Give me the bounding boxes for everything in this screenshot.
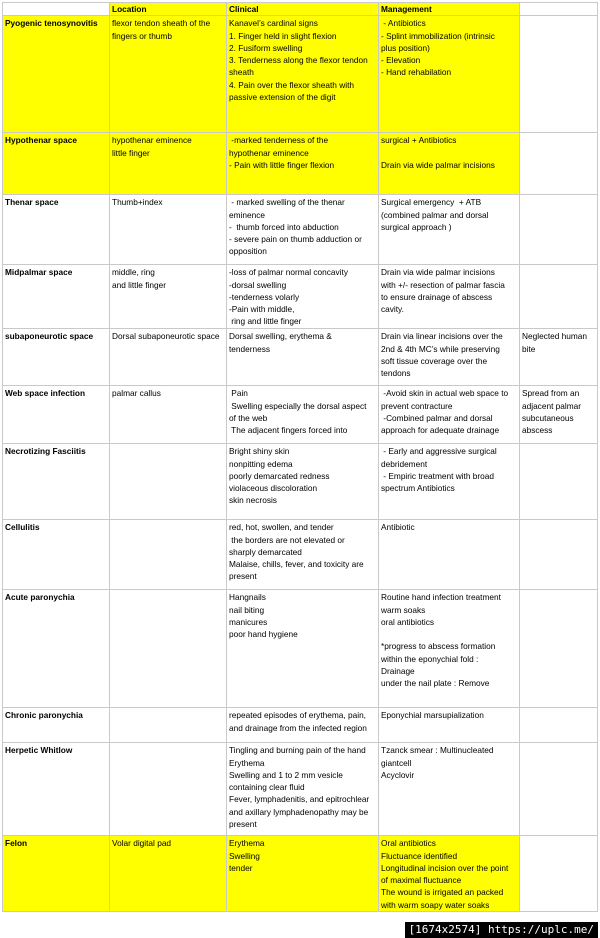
clinical-cell [227, 265, 379, 329]
cell-line: -dorsal swelling [229, 279, 287, 290]
location-cell [110, 520, 227, 590]
cell-line: 4. Pain over the flexor sheath with [229, 79, 354, 90]
cell-line: Fever, lymphadenitis, and epitrochlear [229, 794, 370, 805]
management-cell [379, 836, 520, 912]
cell-line: Hangnails [229, 592, 266, 603]
location-cell [110, 708, 227, 743]
cell-line: Kanavel’s cardinal signs [229, 18, 318, 29]
cell-line: skin necrosis [229, 495, 277, 506]
condition-name: Necrotizing Fasciitis [3, 444, 110, 520]
cell-line: Drain via wide palmar incisions [381, 159, 495, 170]
notes-cell [520, 743, 598, 836]
management-cell [379, 265, 520, 329]
cell-line: - marked swelling of the thenar [229, 197, 345, 208]
header-row [3, 3, 598, 16]
notes-cell [520, 836, 598, 912]
condition-name: Acute paronychia [3, 590, 110, 708]
management-cell [379, 329, 520, 386]
cell-line: surgical + Antibiotics [381, 135, 457, 146]
cell-line: plus position) [381, 42, 430, 53]
cell-line: - Empiric treatment with broad [381, 470, 494, 481]
cell-line: - Antibiotics [381, 18, 426, 29]
cell-line: Fluctuance identified [381, 850, 458, 861]
cell-line: spectrum Antibiotics [381, 483, 455, 494]
clinical-cell [227, 590, 379, 708]
location-cell [110, 195, 227, 265]
cell-line: tenderness [229, 343, 271, 354]
image-size-watermark: [1674x2574] https://uplc.me/ [405, 922, 598, 938]
cell-line: little finger [112, 147, 150, 158]
cell-line: containing clear fluid [229, 782, 305, 793]
hand-infections-table [2, 2, 598, 912]
cell-line: poorly demarcated redness [229, 470, 330, 481]
cell-line: 2nd & 4th MC’s while preserving [381, 343, 500, 354]
notes-cell [520, 16, 598, 133]
notes-cell [520, 329, 598, 386]
cell-line: debridement [381, 458, 428, 469]
cell-line: flexor tendon sheath of the [112, 18, 211, 29]
location-cell [110, 386, 227, 444]
cell-line: giantcell [381, 757, 412, 768]
location-cell [110, 836, 227, 912]
cell-line: with warm soapy water soaks [381, 899, 490, 910]
cell-line: Dorsal subaponeurotic space [112, 331, 220, 342]
cell-line [381, 628, 517, 640]
notes-cell [520, 386, 598, 444]
management-cell [379, 708, 520, 743]
cell-line: Drain via linear incisions over the [381, 331, 503, 342]
management-cell [379, 590, 520, 708]
cell-line: - Splint immobilization (intrinsic [381, 30, 495, 41]
cell-line: present [229, 571, 257, 582]
cell-line: and axillary lymphadenopathy may be [229, 806, 369, 817]
cell-line: Acyclovir [381, 769, 415, 780]
cell-line: Swelling especially the dorsal aspect [229, 400, 367, 411]
cell-line: within the eponychial fold : [381, 653, 479, 664]
cell-line: and drainage from the infected region [229, 722, 367, 733]
management-cell [379, 743, 520, 836]
table-row [3, 520, 598, 590]
cell-line: -loss of palmar normal concavity [229, 267, 348, 278]
cell-line: -Pain with middle, [229, 304, 295, 315]
notes-cell [520, 133, 598, 195]
cell-line: Oral antibiotics [381, 838, 436, 849]
cell-line: Tzanck smear : Multinucleated [381, 745, 494, 756]
clinical-cell [227, 386, 379, 444]
clinical-cell [227, 520, 379, 590]
management-cell [379, 444, 520, 520]
cell-line: red, hot, swollen, and tender [229, 522, 334, 533]
cell-line: Neglected human [522, 331, 588, 342]
location-cell [110, 329, 227, 386]
cell-line: Bright shiny skin [229, 446, 290, 457]
clinical-cell [227, 743, 379, 836]
cell-line: prevent contracture [381, 400, 453, 411]
cell-line: Volar digital pad [112, 838, 172, 849]
cell-line: present [229, 819, 257, 830]
cell-line: the borders are not elevated or [229, 534, 345, 545]
cell-line: violaceous discoloration [229, 483, 318, 494]
cell-line: -Combined palmar and dorsal [381, 412, 493, 423]
cell-line: Spread from an [522, 388, 580, 399]
condition-name: Herpetic Whitlow [3, 743, 110, 836]
condition-name: Web space infection [3, 386, 110, 444]
cell-line: Drain via wide palmar incisions [381, 267, 495, 278]
condition-name: Thenar space [3, 195, 110, 265]
cell-line: Erythema [229, 838, 265, 849]
cell-line: Longitudinal incision over the point [381, 862, 509, 873]
cell-line: poor hand hygiene [229, 629, 298, 640]
cell-line: Eponychial marsupialization [381, 710, 484, 721]
cell-line: Dorsal swelling, erythema & [229, 331, 332, 342]
cell-line: abscess [522, 425, 553, 436]
location-cell [110, 444, 227, 520]
table-row [3, 836, 598, 912]
clinical-cell [227, 195, 379, 265]
cell-line: - Elevation [381, 55, 421, 66]
cell-line: eminence [229, 209, 265, 220]
table-row [3, 708, 598, 743]
cell-line: 3. Tenderness along the flexor tendon [229, 55, 368, 66]
notes-cell [520, 708, 598, 743]
cell-line: - Pain with little finger flexion [229, 159, 335, 170]
cell-line: ring and little finger [229, 316, 302, 327]
cell-line: tendons [381, 368, 411, 379]
cell-line: Malaise, chills, fever, and toxicity are [229, 559, 364, 570]
management-cell [379, 386, 520, 444]
cell-line: under the nail plate : Remove [381, 678, 490, 689]
condition-name: Midpalmar space [3, 265, 110, 329]
clinical-cell [227, 836, 379, 912]
cell-line: hypothenar eminence [229, 147, 309, 158]
clinical-cell [227, 444, 379, 520]
table-row [3, 16, 598, 133]
cell-line: hypothenar eminence [112, 135, 192, 146]
table-row [3, 195, 598, 265]
location-cell [110, 16, 227, 133]
management-cell [379, 16, 520, 133]
cell-line: 1. Finger held in slight flexion [229, 30, 337, 41]
location-cell [110, 590, 227, 708]
cell-line: Swelling [229, 850, 260, 861]
clinical-cell [227, 133, 379, 195]
cell-line: Pain [229, 388, 248, 399]
cell-line: -tenderness volarly [229, 291, 300, 302]
cell-line: The wound is irrigated an packed [381, 887, 504, 898]
condition-name: Hypothenar space [3, 133, 110, 195]
cell-line: repeated episodes of erythema, pain, [229, 710, 366, 721]
table-row [3, 265, 598, 329]
condition-name: subaponeurotic space [3, 329, 110, 386]
header-clinical: Clinical [227, 3, 379, 16]
cell-line: passive extension of the digit [229, 92, 336, 103]
management-cell [379, 133, 520, 195]
management-cell [379, 520, 520, 590]
notes-cell [520, 590, 598, 708]
header-location: Location [110, 3, 227, 16]
cell-line: Antibiotic [381, 522, 415, 533]
cell-line: - Early and aggressive surgical [381, 446, 497, 457]
cell-line: to ensure drainage of abscess [381, 291, 493, 302]
cell-line: -Avoid skin in actual web space to [381, 388, 509, 399]
cell-line: nonpitting edema [229, 458, 293, 469]
cell-line: The adjacent fingers forced into [229, 425, 348, 436]
cell-line: *progress to abscess formation [381, 641, 496, 652]
cell-line: cavity. [381, 304, 404, 315]
cell-line: adjacent palmar [522, 400, 582, 411]
condition-name: Cellulitis [3, 520, 110, 590]
table-row [3, 444, 598, 520]
cell-line: subcutaneous [522, 412, 574, 423]
cell-line [381, 147, 517, 159]
clinical-cell [227, 329, 379, 386]
cell-line: manicures [229, 616, 268, 627]
cell-line: Swelling and 1 to 2 mm vesicle [229, 769, 343, 780]
clinical-cell [227, 708, 379, 743]
cell-line: - severe pain on thumb adduction or [229, 234, 362, 245]
condition-name: Chronic paronychia [3, 708, 110, 743]
cell-line: Surgical emergency + ATB [381, 197, 482, 208]
cell-line: soft tissue coverage over the [381, 355, 488, 366]
table-row [3, 590, 598, 708]
cell-line: sheath [229, 67, 254, 78]
header-cell-blank [3, 3, 110, 16]
cell-line: (combined palmar and dorsal [381, 209, 489, 220]
notes-cell [520, 195, 598, 265]
cell-line: Thumb+index [112, 197, 163, 208]
cell-line: Erythema [229, 757, 265, 768]
notes-cell [520, 520, 598, 590]
cell-line: Drainage [381, 666, 415, 677]
cell-line: opposition [229, 246, 267, 257]
cell-line: and little finger [112, 279, 166, 290]
cell-line: palmar callus [112, 388, 161, 399]
cell-line: sharply demarcated [229, 546, 302, 557]
cell-line: with +/- resection of palmar fascia [381, 279, 505, 290]
location-cell [110, 265, 227, 329]
cell-line: of the web [229, 412, 268, 423]
cell-line: bite [522, 343, 536, 354]
notes-cell [520, 444, 598, 520]
cell-line: 2. Fusiform swelling [229, 42, 303, 53]
condition-name: Pyogenic tenosynovitis [3, 16, 110, 133]
header-cell-blank-right [520, 3, 598, 16]
cell-line: Routine hand infection treatment [381, 592, 501, 603]
cell-line: Tingling and burning pain of the hand [229, 745, 366, 756]
cell-line: nail biting [229, 604, 265, 615]
cell-line: warm soaks [381, 604, 426, 615]
cell-line: tender [229, 862, 253, 873]
cell-line: middle, ring [112, 267, 155, 278]
condition-name: Felon [3, 836, 110, 912]
table-row [3, 743, 598, 836]
location-cell [110, 743, 227, 836]
cell-line: oral antibiotics [381, 616, 435, 627]
cell-line: -marked tenderness of the [229, 135, 329, 146]
table-row [3, 329, 598, 386]
cell-line: surgical approach ) [381, 221, 452, 232]
notes-cell [520, 265, 598, 329]
cell-line: of maximal fluctuance [381, 875, 462, 886]
cell-line: - Hand rehabilation [381, 67, 452, 78]
location-cell [110, 133, 227, 195]
table-row [3, 133, 598, 195]
cell-line: - thumb forced into abduction [229, 221, 339, 232]
table-row [3, 386, 598, 444]
cell-line: approach for adequate drainage [381, 425, 500, 436]
cell-line: fingers or thumb [112, 30, 172, 41]
management-cell [379, 195, 520, 265]
header-management: Management [379, 3, 520, 16]
clinical-cell [227, 16, 379, 133]
